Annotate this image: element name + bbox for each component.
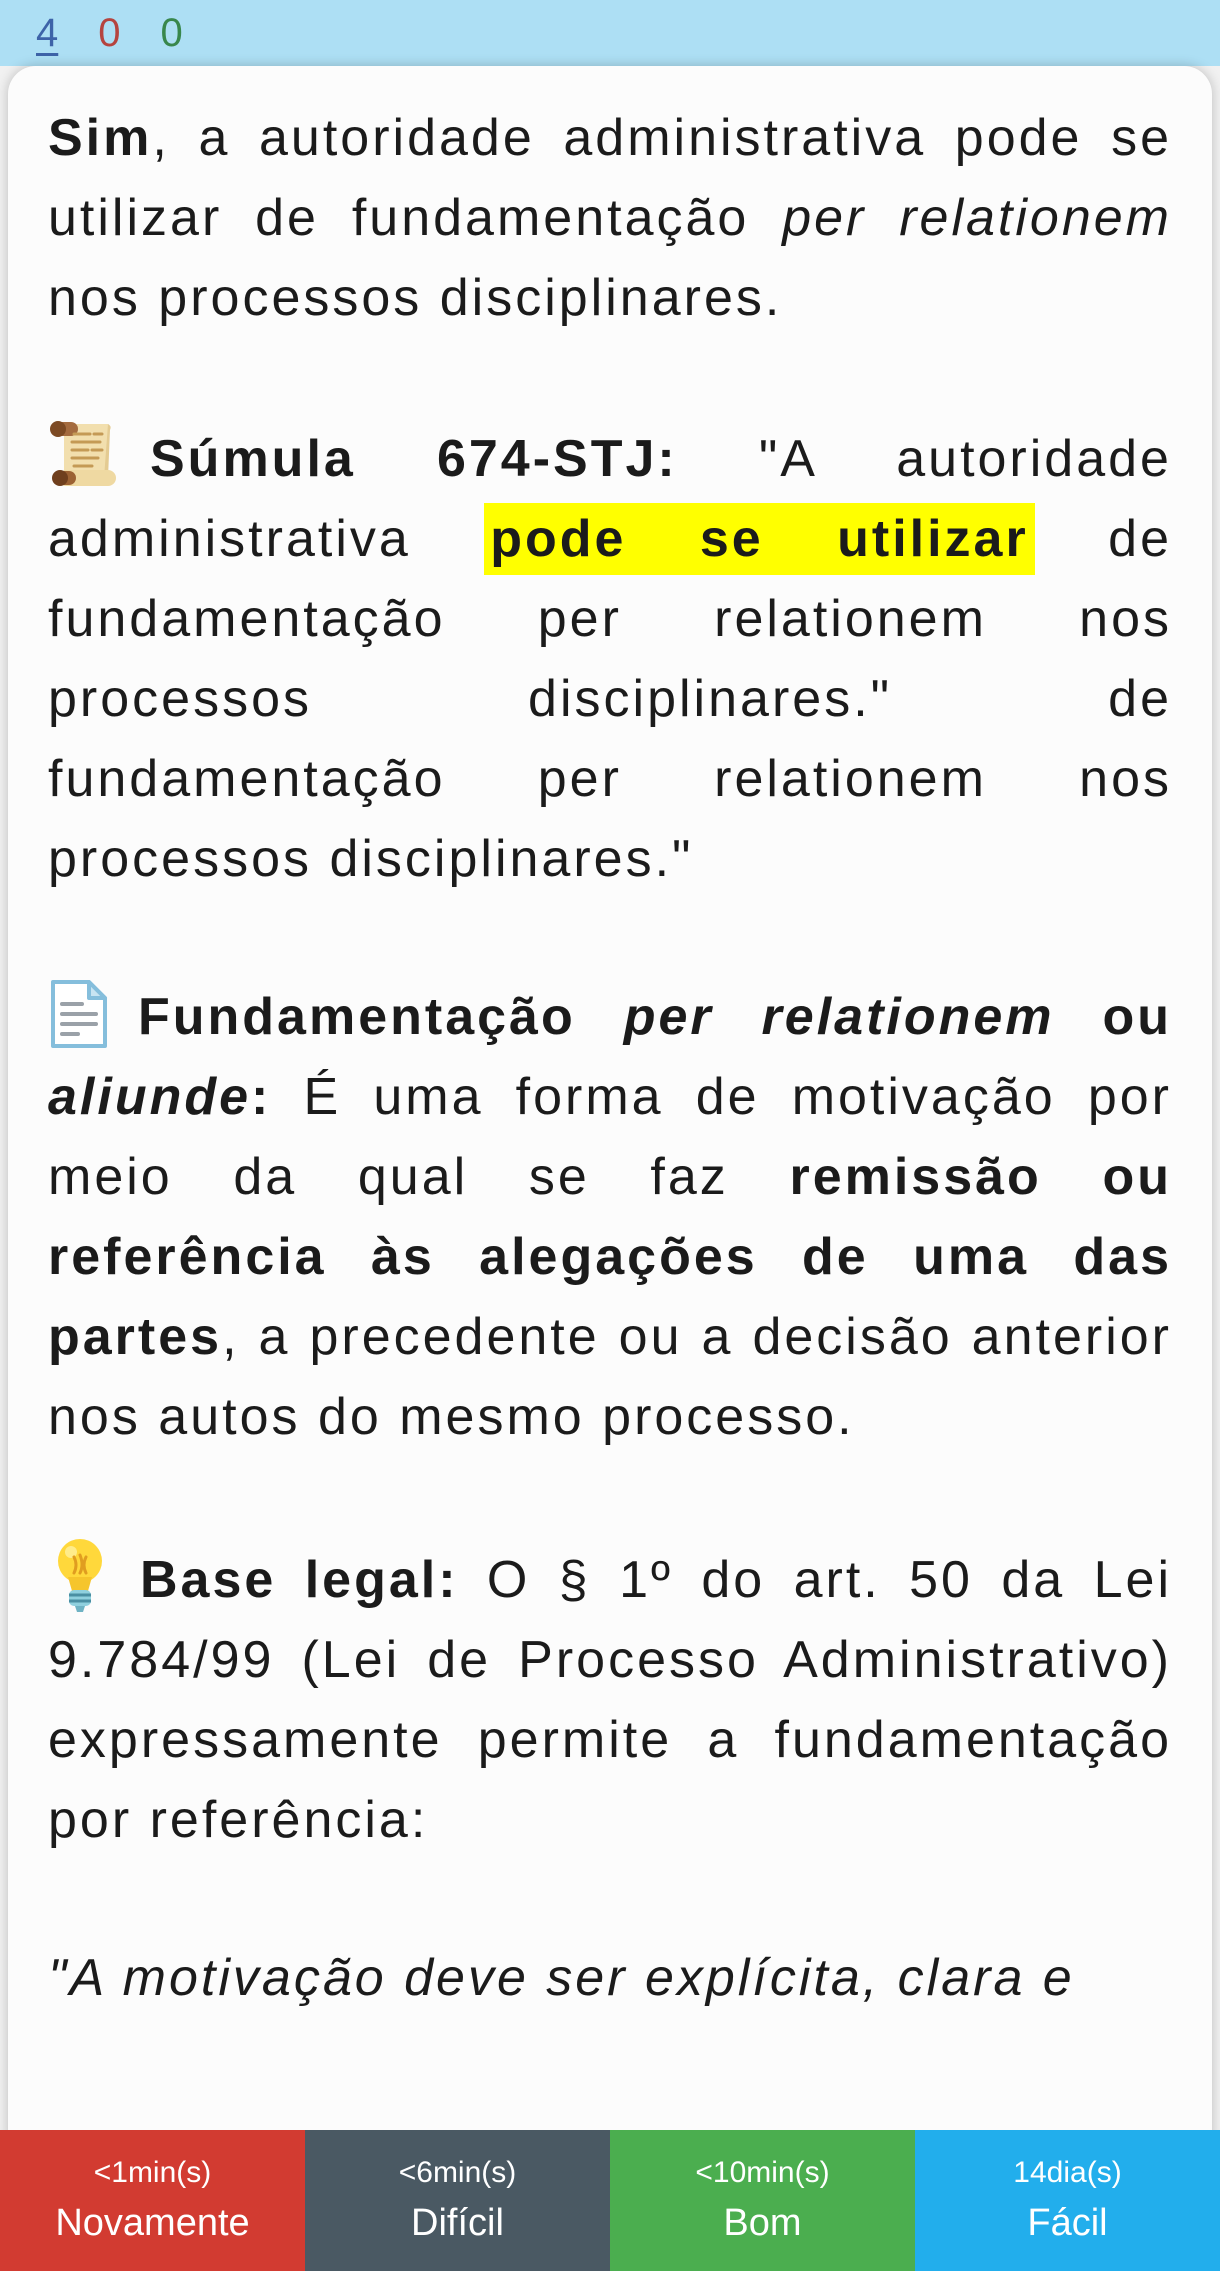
answer-paragraph-quote [48,1938,1172,2018]
bold-text: Base legal: [140,1551,459,1609]
highlighted-text: pode se utilizar [484,503,1035,575]
answer-paragraph-sumula [48,416,1172,899]
answer-button-again[interactable] [0,2130,305,2271]
scroll-icon [48,416,122,492]
text-segment: , a autoridade administrativa pode se utilizar de fundamentação [48,109,1172,247]
answer-label: Bom [723,2202,802,2244]
answer-interval: 14dia(s) [1013,2156,1122,2189]
bold-italic-text: per relationem [623,988,1055,1046]
italic-text: "A motivação deve ser explícita, clara e [48,1949,1075,2007]
bold-text: : [251,1068,272,1126]
answer-label: Novamente [55,2202,250,2244]
answer-paragraph-intro [48,98,1172,338]
answer-interval: <6min(s) [398,2156,517,2189]
answer-label: Difícil [411,2202,504,2244]
answer-paragraph-definition [48,977,1172,1457]
answer-label: Fácil [1027,2202,1108,2244]
text-segment: , a precedente ou a decisão anterior nos autos do mesmo processo. [48,1308,1172,1446]
answer-interval: <1min(s) [93,2156,212,2189]
text-segment: "A autoridade administrativa [48,430,1172,568]
text-segment: O § 1º do art. 50 da Lei 9.784/99 (Lei de Processo Administrativo) expressamente permite a fundamentação por referência: [48,1551,1173,1849]
bold-text: ou [1054,988,1173,1046]
answer-button-hard[interactable] [305,2130,610,2271]
bold-text: Súmula 674-STJ: [150,430,678,488]
italic-text: per relationem [782,189,1172,247]
answer-button-good[interactable] [610,2130,915,2271]
review-count: 0 [160,10,183,55]
answer-buttons-bar [0,2130,1220,2271]
bold-text: Sim [48,109,153,167]
bold-text: remissão ou referência às alegações de uma das partes [48,1148,1173,1366]
deck-counts-bar [0,0,1220,66]
answer-button-easy[interactable] [915,2130,1220,2271]
text-segment: nos processos disciplinares. [48,269,783,327]
document-icon [48,978,110,1050]
text-segment: de fundamentação per relationem nos processos disciplinares." de fundamentação per relationem nos processos disciplinares." [48,510,1172,888]
new-count: 4 [36,10,59,55]
lightbulb-icon [48,1535,112,1613]
bold-text: Fundamentação [138,988,624,1046]
learning-count: 0 [98,10,121,55]
flashcard-answer [8,66,1212,2271]
text-segment: É uma forma de motivação por meio da qual se faz [48,1068,1172,1206]
bold-italic-text: aliunde [48,1068,252,1126]
answer-paragraph-base-legal [48,1535,1172,1860]
answer-interval: <10min(s) [695,2156,830,2189]
